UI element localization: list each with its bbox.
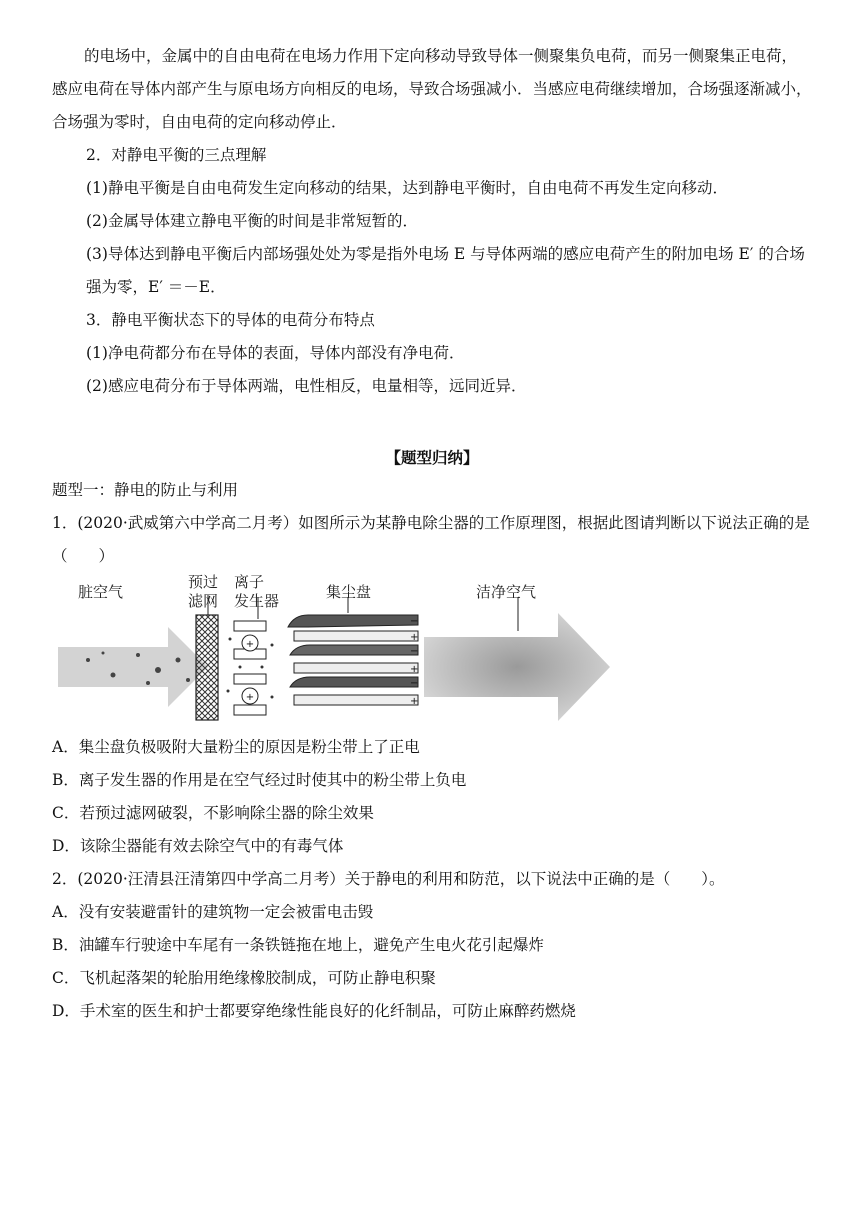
label-clean-air: 洁净空气	[476, 583, 537, 601]
document-page	[52, 40, 812, 1028]
section-title: 【题型归纳】	[385, 448, 479, 467]
q2-option-c: C．飞机起落架的轮胎用绝缘橡胶制成，可防止静电积聚	[52, 969, 436, 987]
collector-plates	[288, 615, 418, 705]
topic-heading: 题型一：静电的防止与利用	[52, 481, 239, 499]
dirty-air-arrow	[58, 627, 208, 707]
point-2: (2)金属导体建立静电平衡的时间是非常短暂的．	[86, 212, 418, 230]
paragraph-electric-field: 的电场中，金属中的自由电荷在电场力作用下定向移动导致导体一侧聚集负电荷，而另一侧聚集正电荷，感应电荷在导体内部产生与原电场方向相反的电场，导致合场强减小．当感应电荷继续增加，合场强逐渐减小，合场强为零时，自由电荷的定向移动停止．	[52, 47, 812, 131]
q2-option-a: A．没有安装避雷针的建筑物一定会被雷电击毁	[52, 903, 374, 921]
label-collector: 集尘盘	[326, 583, 372, 601]
question-1-stem: 1．(2020·武威第六中学高二月考）如图所示为某静电除尘器的工作原理图，根据此图请判断以下说法正确的是（ ）	[52, 514, 810, 565]
label-prefilter: 预过 滤网	[188, 573, 219, 610]
q1-option-b: B．离子发生器的作用是在空气经过时使其中的粉尘带上负电	[52, 771, 467, 789]
electrostatic-precipitator-figure	[58, 575, 618, 725]
q1-option-a: A．集尘盘负极吸附大量粉尘的原因是粉尘带上了正电	[52, 738, 420, 756]
label-ion-generator: 离子 发生器	[234, 573, 280, 610]
prefilter-mesh	[196, 615, 218, 720]
question-2-stem: 2．(2020·汪清县汪清第四中学高二月考）关于静电的利用和防范，以下说法中正确的是（ ）。	[52, 870, 725, 888]
svg-text:+: +	[410, 696, 419, 707]
point-3: (3)导体达到静电平衡后内部场强处处为零是指外电场 E 与导体两端的感应电荷产生的附加电场 E′ 的合场强为零，E′ ＝－E．	[86, 245, 805, 296]
clean-air-arrow	[424, 613, 610, 721]
distribution-point-1: (1)净电荷都分布在导体的表面，导体内部没有净电荷．	[86, 344, 465, 362]
svg-text:−: −	[410, 616, 419, 627]
heading-charge-distribution: 3．静电平衡状态下的导体的电荷分布特点	[86, 311, 375, 329]
svg-text:−: −	[410, 646, 419, 657]
q1-option-d: D．该除尘器能有效去除空气中的有毒气体	[52, 837, 344, 855]
q2-option-d: D．手术室的医生和护士都要穿绝缘性能良好的化纤制品，可防止麻醉药燃烧	[52, 1002, 576, 1020]
q2-option-b: B．油罐车行驶途中车尾有一条铁链拖在地上，避免产生电火花引起爆炸	[52, 936, 544, 954]
label-dirty-air: 脏空气	[78, 583, 124, 601]
point-1: (1)静电平衡是自由电荷发生定向移动的结果，达到静电平衡时，自由电荷不再发生定向移动．	[86, 179, 728, 197]
svg-text:+: +	[410, 632, 419, 643]
svg-text:+: +	[410, 664, 419, 675]
distribution-point-2: (2)感应电荷分布于导体两端，电性相反，电量相等，远同近异．	[86, 377, 527, 395]
svg-text:−: −	[410, 678, 419, 689]
q1-option-c: C．若预过滤网破裂，不影响除尘器的除尘效果	[52, 804, 374, 822]
svg-text:+: +	[245, 692, 255, 703]
svg-text:+: +	[245, 639, 255, 650]
heading-equilibrium-understanding: 2．对静电平衡的三点理解	[86, 146, 267, 164]
